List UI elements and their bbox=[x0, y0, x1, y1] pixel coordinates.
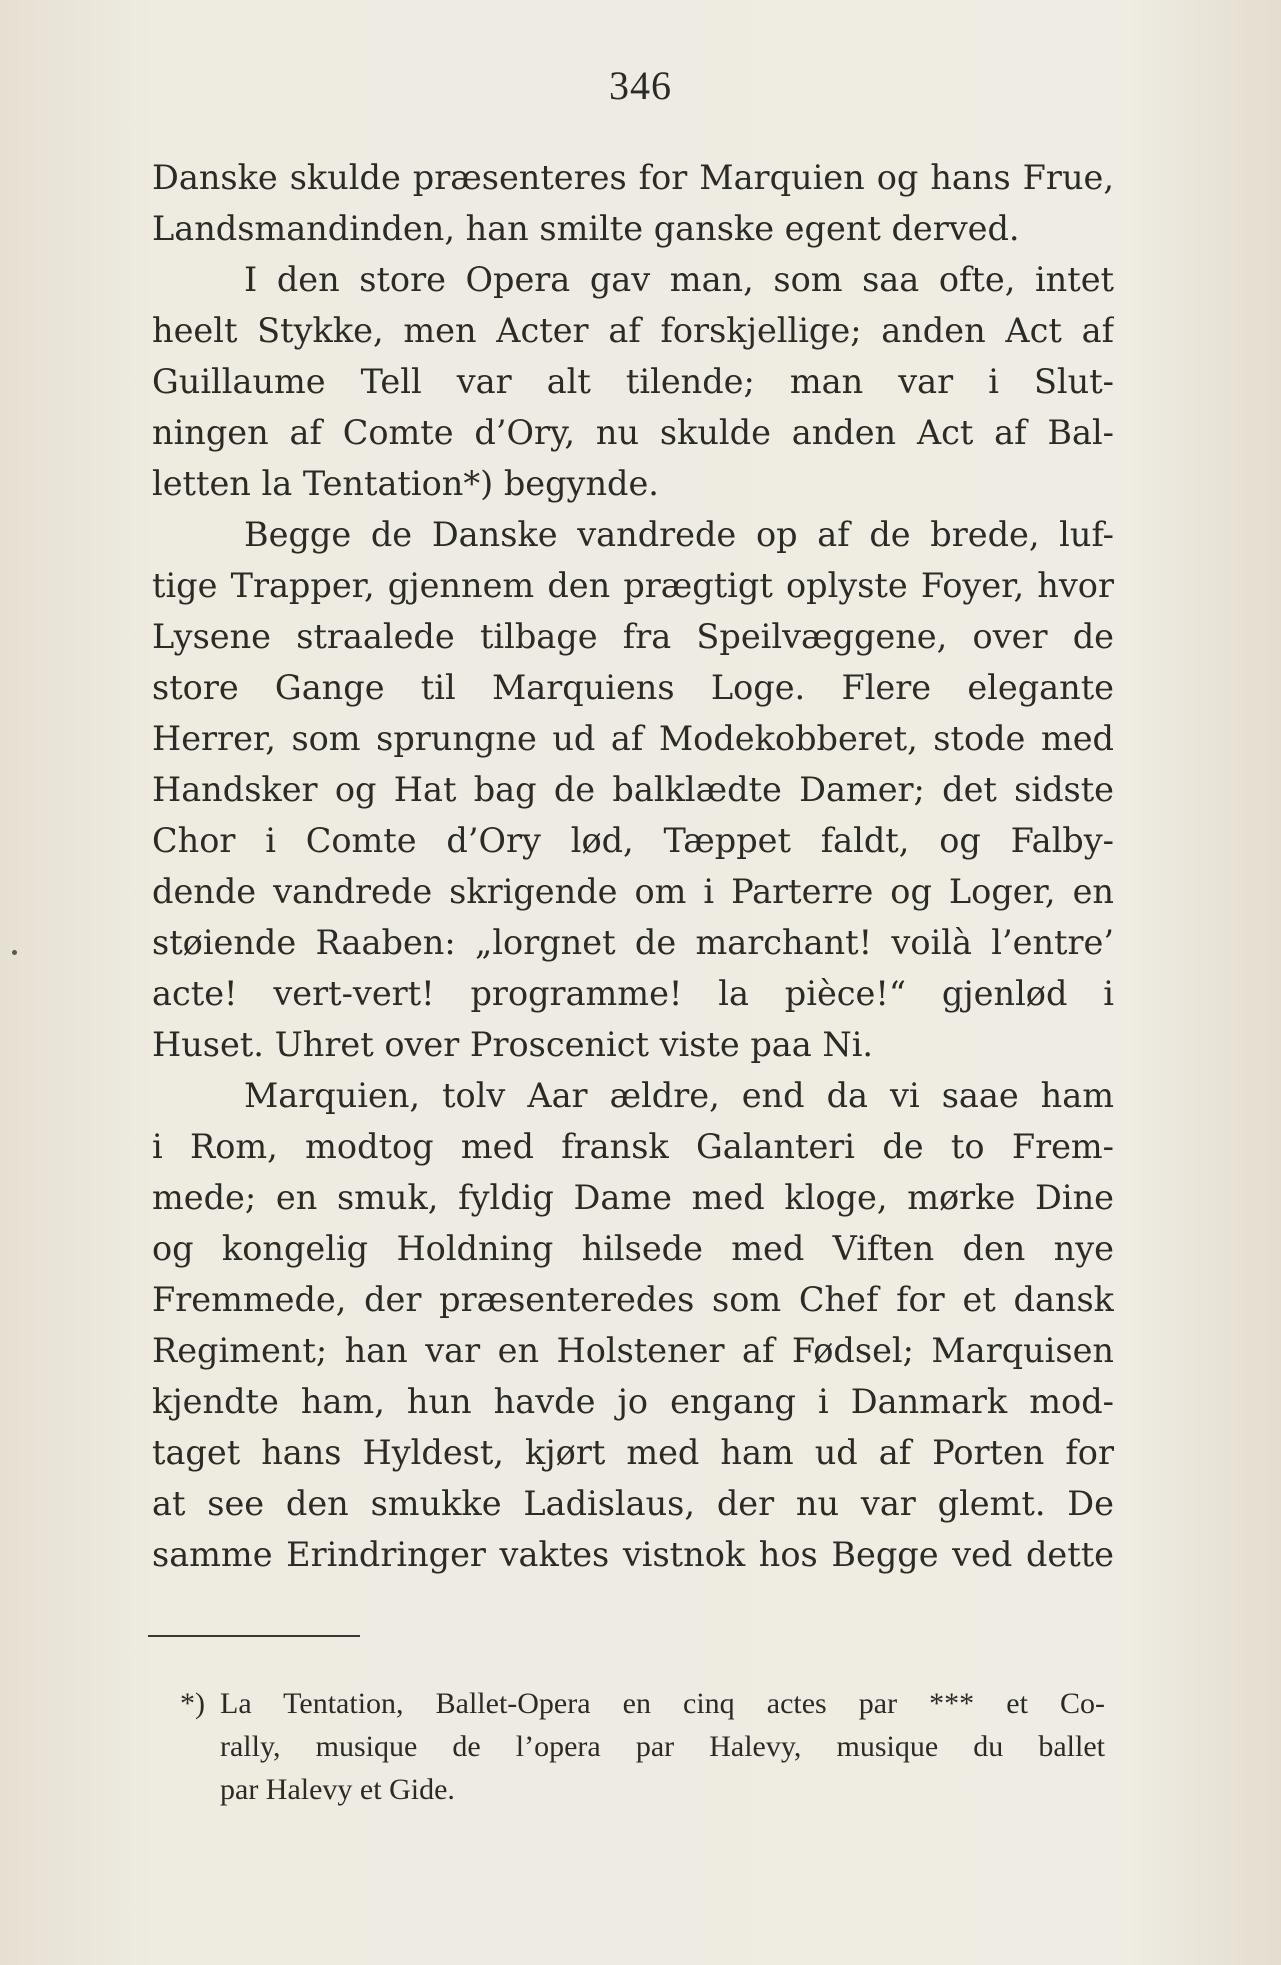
text-line: heelt Stykke, men Acter af forskjellige; anden Act af bbox=[152, 311, 1114, 350]
text-line: Huset. Uhret over Proscenict viste paa Ni. bbox=[152, 1025, 874, 1064]
text-line: Fremmede, der præsenteredes som Chef for et dansk bbox=[152, 1280, 1114, 1319]
text-line: I den store Opera gav man, som saa ofte, intet bbox=[244, 260, 1114, 299]
footnote-line: par Halevy et Gide. bbox=[220, 1773, 455, 1806]
text-line: dende vandrede skrigende om i Parterre og Loger, en bbox=[152, 872, 1114, 911]
footnote-line: rally, musique de l’opera par Halevy, musique du ballet bbox=[220, 1730, 1105, 1763]
text-line: Chor i Comte d’Ory lød, Tæppet faldt, og Falby- bbox=[152, 821, 1114, 860]
text-line: store Gange til Marquiens Loge. Flere elegante bbox=[152, 668, 1114, 707]
text-line: acte! vert-vert! programme! la pièce!“ gjenlød i bbox=[152, 974, 1114, 1013]
text-line: Marquien, tolv Aar ældre, end da vi saae ham bbox=[244, 1076, 1114, 1115]
text-line: ningen af Comte d’Ory, nu skulde anden Act af Bal- bbox=[152, 413, 1114, 452]
text-line: taget hans Hyldest, kjørt med ham ud af Porten for bbox=[152, 1433, 1114, 1472]
text-line: Lysene straalede tilbage fra Speilvæggene, over de bbox=[152, 617, 1114, 656]
text-line: Handsker og Hat bag de balklædte Damer; det sidste bbox=[152, 770, 1114, 809]
page-number: 346 bbox=[609, 63, 672, 108]
text-line: Regiment; han var en Holstener af Fødsel; Marquisen bbox=[152, 1331, 1114, 1370]
paper-speck bbox=[12, 950, 17, 955]
text-line: mede; en smuk, fyldig Dame med kloge, mørke Dine bbox=[152, 1178, 1114, 1217]
text-line: tige Trapper, gjennem den prægtigt oplyste Foyer, hvor bbox=[152, 566, 1114, 605]
text-line: kjendte ham, hun havde jo engang i Danmark mod- bbox=[152, 1382, 1114, 1421]
body-text bbox=[152, 152, 1114, 1580]
text-line: og kongelig Holdning hilsede med Viften den nye bbox=[152, 1229, 1114, 1268]
text-line: samme Erindringer vaktes vistnok hos Begge ved dette bbox=[152, 1535, 1114, 1574]
footnote-mark: *) bbox=[180, 1687, 205, 1720]
footnote-line: La Tentation, Ballet-Opera en cinq actes par *** et Co- bbox=[220, 1687, 1105, 1720]
text-line: Guillaume Tell var alt tilende; man var i Slut- bbox=[152, 362, 1114, 401]
text-line: Begge de Danske vandrede op af de brede, luf- bbox=[244, 515, 1114, 554]
text-line: Danske skulde præsenteres for Marquien og hans Frue, bbox=[152, 158, 1114, 197]
footnote bbox=[180, 1682, 1105, 1811]
text-line: Herrer, som sprungne ud af Modekobberet, stode med bbox=[152, 719, 1114, 758]
footnote-divider bbox=[148, 1635, 360, 1637]
text-line: Landsmandinden, han smilte ganske egent derved. bbox=[152, 209, 1020, 248]
text-line: at see den smukke Ladislaus, der nu var glemt. De bbox=[152, 1484, 1114, 1523]
text-line: i Rom, modtog med fransk Galanteri de to Frem- bbox=[152, 1127, 1114, 1166]
text-line: letten la Tentation*) begynde. bbox=[152, 464, 659, 503]
text-line: støiende Raaben: „lorgnet de marchant! voilà l’entre’ bbox=[152, 923, 1114, 962]
